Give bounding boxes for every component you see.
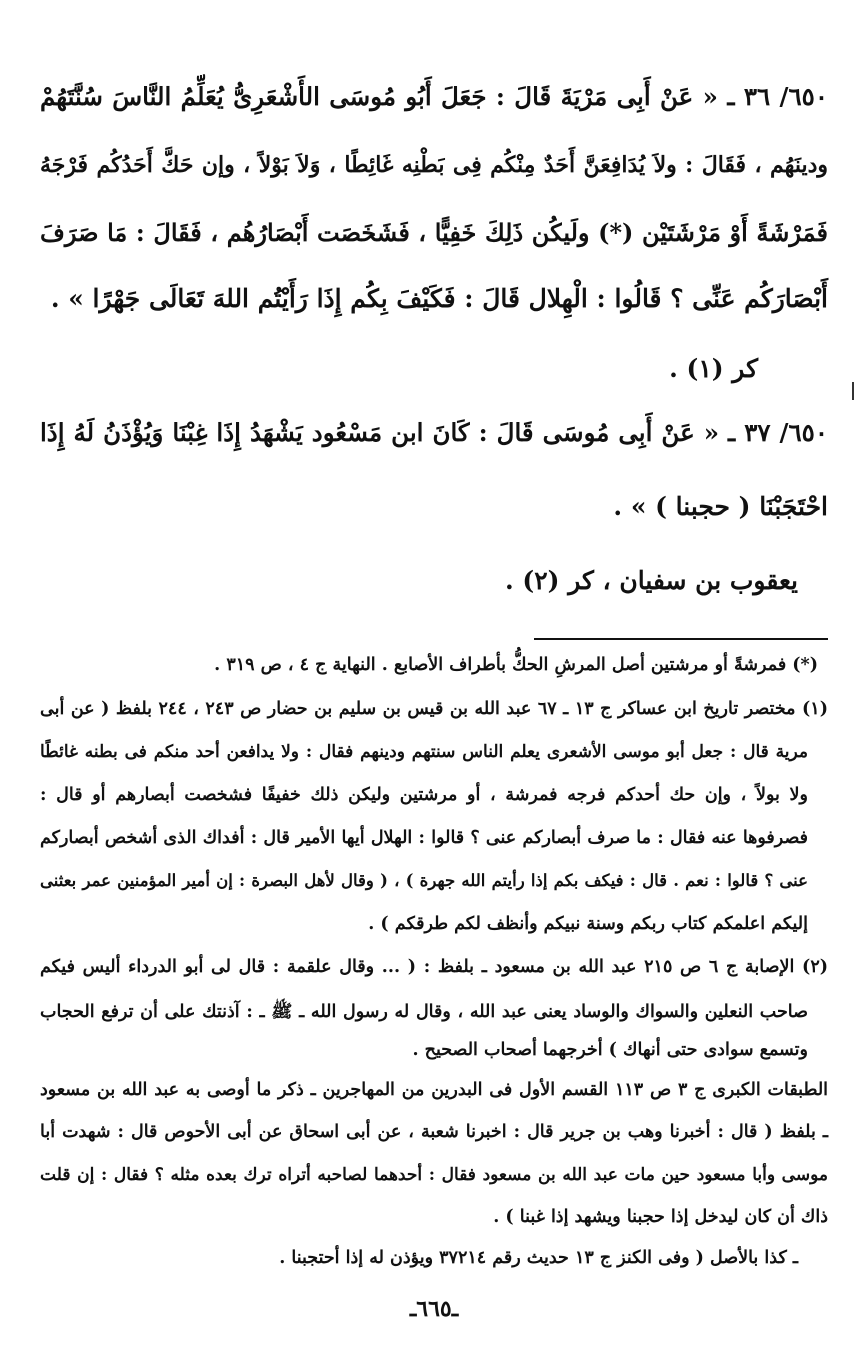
hadith-36-source: كر (١) . xyxy=(669,354,758,383)
footnote-2-line-4: الطبقات الكبرى ج ٣ ص ١١٣ القسم الأول فى البدرين من المهاجرين ـ ذكر ما أوصى به عبد الله بن مسعود xyxy=(40,1080,829,1100)
footnote-divider xyxy=(534,638,828,640)
footnote-2-line-7: ذاك أن كان ليدخل إذا حجبنا ويشهد إذا غبنا ) . xyxy=(493,1207,828,1227)
footnote-2-line-2: صاحب النعلين والسواك والوساد يعنى عبد الله ، وقال له رسول الله ـ ﷺ ـ : آذنتك على أن ترفع الحجاب xyxy=(40,1002,808,1022)
margin-mark xyxy=(852,382,854,400)
footnote-1-line-4: فصرفوها عنه فقال : ما صرف أبصاركم عنى ؟ قالوا : الهلال أيها الأمير قال : أفداك الذى أشخص أبصاركم xyxy=(40,828,808,848)
footnote-star: (*) فمرشةً أو مرشتين أصل المرشِ الحكُّ بأطراف الأصابع . النهاية ج ٤ ، ص ٣١٩ . xyxy=(214,655,818,675)
footnote-1-line-1: (١) مختصر تاريخ ابن عساكر ج ١٣ ـ ٦٧ عبد الله بن قيس بن سليم بن حضار ص ٢٤٣ ، ٢٤٤ بلفظ ( عن أبى xyxy=(40,699,828,719)
footnote-1-line-2: مرية قال : جعل أبو موسى الأشعرى يعلم الناس سنتهم ودينهم فقال : ولا يدافعن أحد منكم فى بطنه غائطًا xyxy=(40,742,808,762)
page-number: ـ٦٦٥ـ xyxy=(409,1296,459,1322)
hadith-37-source: يعقوب بن سفيان ، كر (٢) . xyxy=(504,566,798,595)
footnote-1-line-5: عنى ؟ قالوا : نعم . قال : فيكف بكم إذا رأيتم الله جهرة ) ، ( وقال لأهل البصرة : إن أمير المؤمنين عمر بعثنى xyxy=(40,871,808,890)
footnote-1-line-3: ولا بولاً ، وإن حك أحدكم فرجه فمرشة ، أو مرشتين وليكن ذلك خفيفًا فشخصت أبصارهم أو قال : xyxy=(40,785,808,805)
hadith-36-line-3: فَمَرْشَةً أَوْ مَرْشَتَيْن (*) ولَيكُن ذَلِكَ خَفِيًّا ، فَشَخَصَت أَبْصَارُهُم ، فَقَالَ : مَا صَرَفَ xyxy=(40,218,828,247)
footnote-2-line-8: ـ كذا بالأصل ( وفى الكنز ج ١٣ حديث رقم ٣٧٢١٤ ويؤذن له إذا أحتجبنا . xyxy=(279,1248,798,1268)
hadith-36-line-2: ودينَهُم ، فَقَالَ : ولاَ يُدَافِعَنَّ أَحَدٌ مِنْكُم فِى بَطْنِه غَائِطًا ، وَلاَ بَوْلاً ، وإن حَكَّ أَحَدُكُم فَرْجَهُ xyxy=(40,152,828,178)
footnote-2-line-5: ـ بلفظ ( قال : أخبرنا وهب بن جرير قال : اخبرنا شعبة ، عن أبى اسحاق عن أبى الأحوص قال : شهدت أبا xyxy=(40,1122,828,1142)
footnote-2-line-1: (٢) الإصابة ج ٦ ص ٢١٥ عبد الله بن مسعود ـ بلفظ : ( ... وقال علقمة : قال لى أبو الدرداء أليس فيكم xyxy=(40,957,828,977)
hadith-37-line-1: ٦٥٠/ ٣٧ ـ « عَنْ أَبِى مُوسَى قَالَ : كَانَ ابن مَسْعُود يَشْهَدُ إِذَا غِبْنَا وَيُؤْذَنُ لَهُ إِذَا xyxy=(40,418,828,447)
footnote-2-line-6: موسى وأبا مسعود حين مات عبد الله بن مسعود فقال : أحدهما لصاحبه أتراه ترك بعده مثله ؟ فقال : إن قلت xyxy=(40,1165,828,1185)
footnote-2-line-3: وتسمع سوادى حتى أنهاك ) أخرجهما أصحاب الصحيح . xyxy=(412,1040,808,1060)
hadith-36-line-1: ٦٥٠/ ٣٦ ـ « عَنْ أَبِى مَرْيَةَ قَالَ : جَعَلَ أَبُو مُوسَى الأَشْعَرِىُّ يُعَلِّمُ النَّاسَ سُنَّتَهُمْ xyxy=(40,82,828,111)
hadith-36-line-4: أَبْصَارَكُم عَنِّى ؟ قَالُوا : الْهِلال قَالَ : فَكَيْفَ بِكُم إِذَا رَأَيْتُم اللهَ تَعَالَى جَهْرًا » . xyxy=(50,284,828,313)
footnote-1-line-6: إليكم اعلمكم كتاب ربكم وسنة نبيكم وأنظف لكم طرقكم ) . xyxy=(368,914,808,934)
hadith-37-line-2: احْتَجَبْنَا ( حجبنا ) » . xyxy=(613,492,828,521)
